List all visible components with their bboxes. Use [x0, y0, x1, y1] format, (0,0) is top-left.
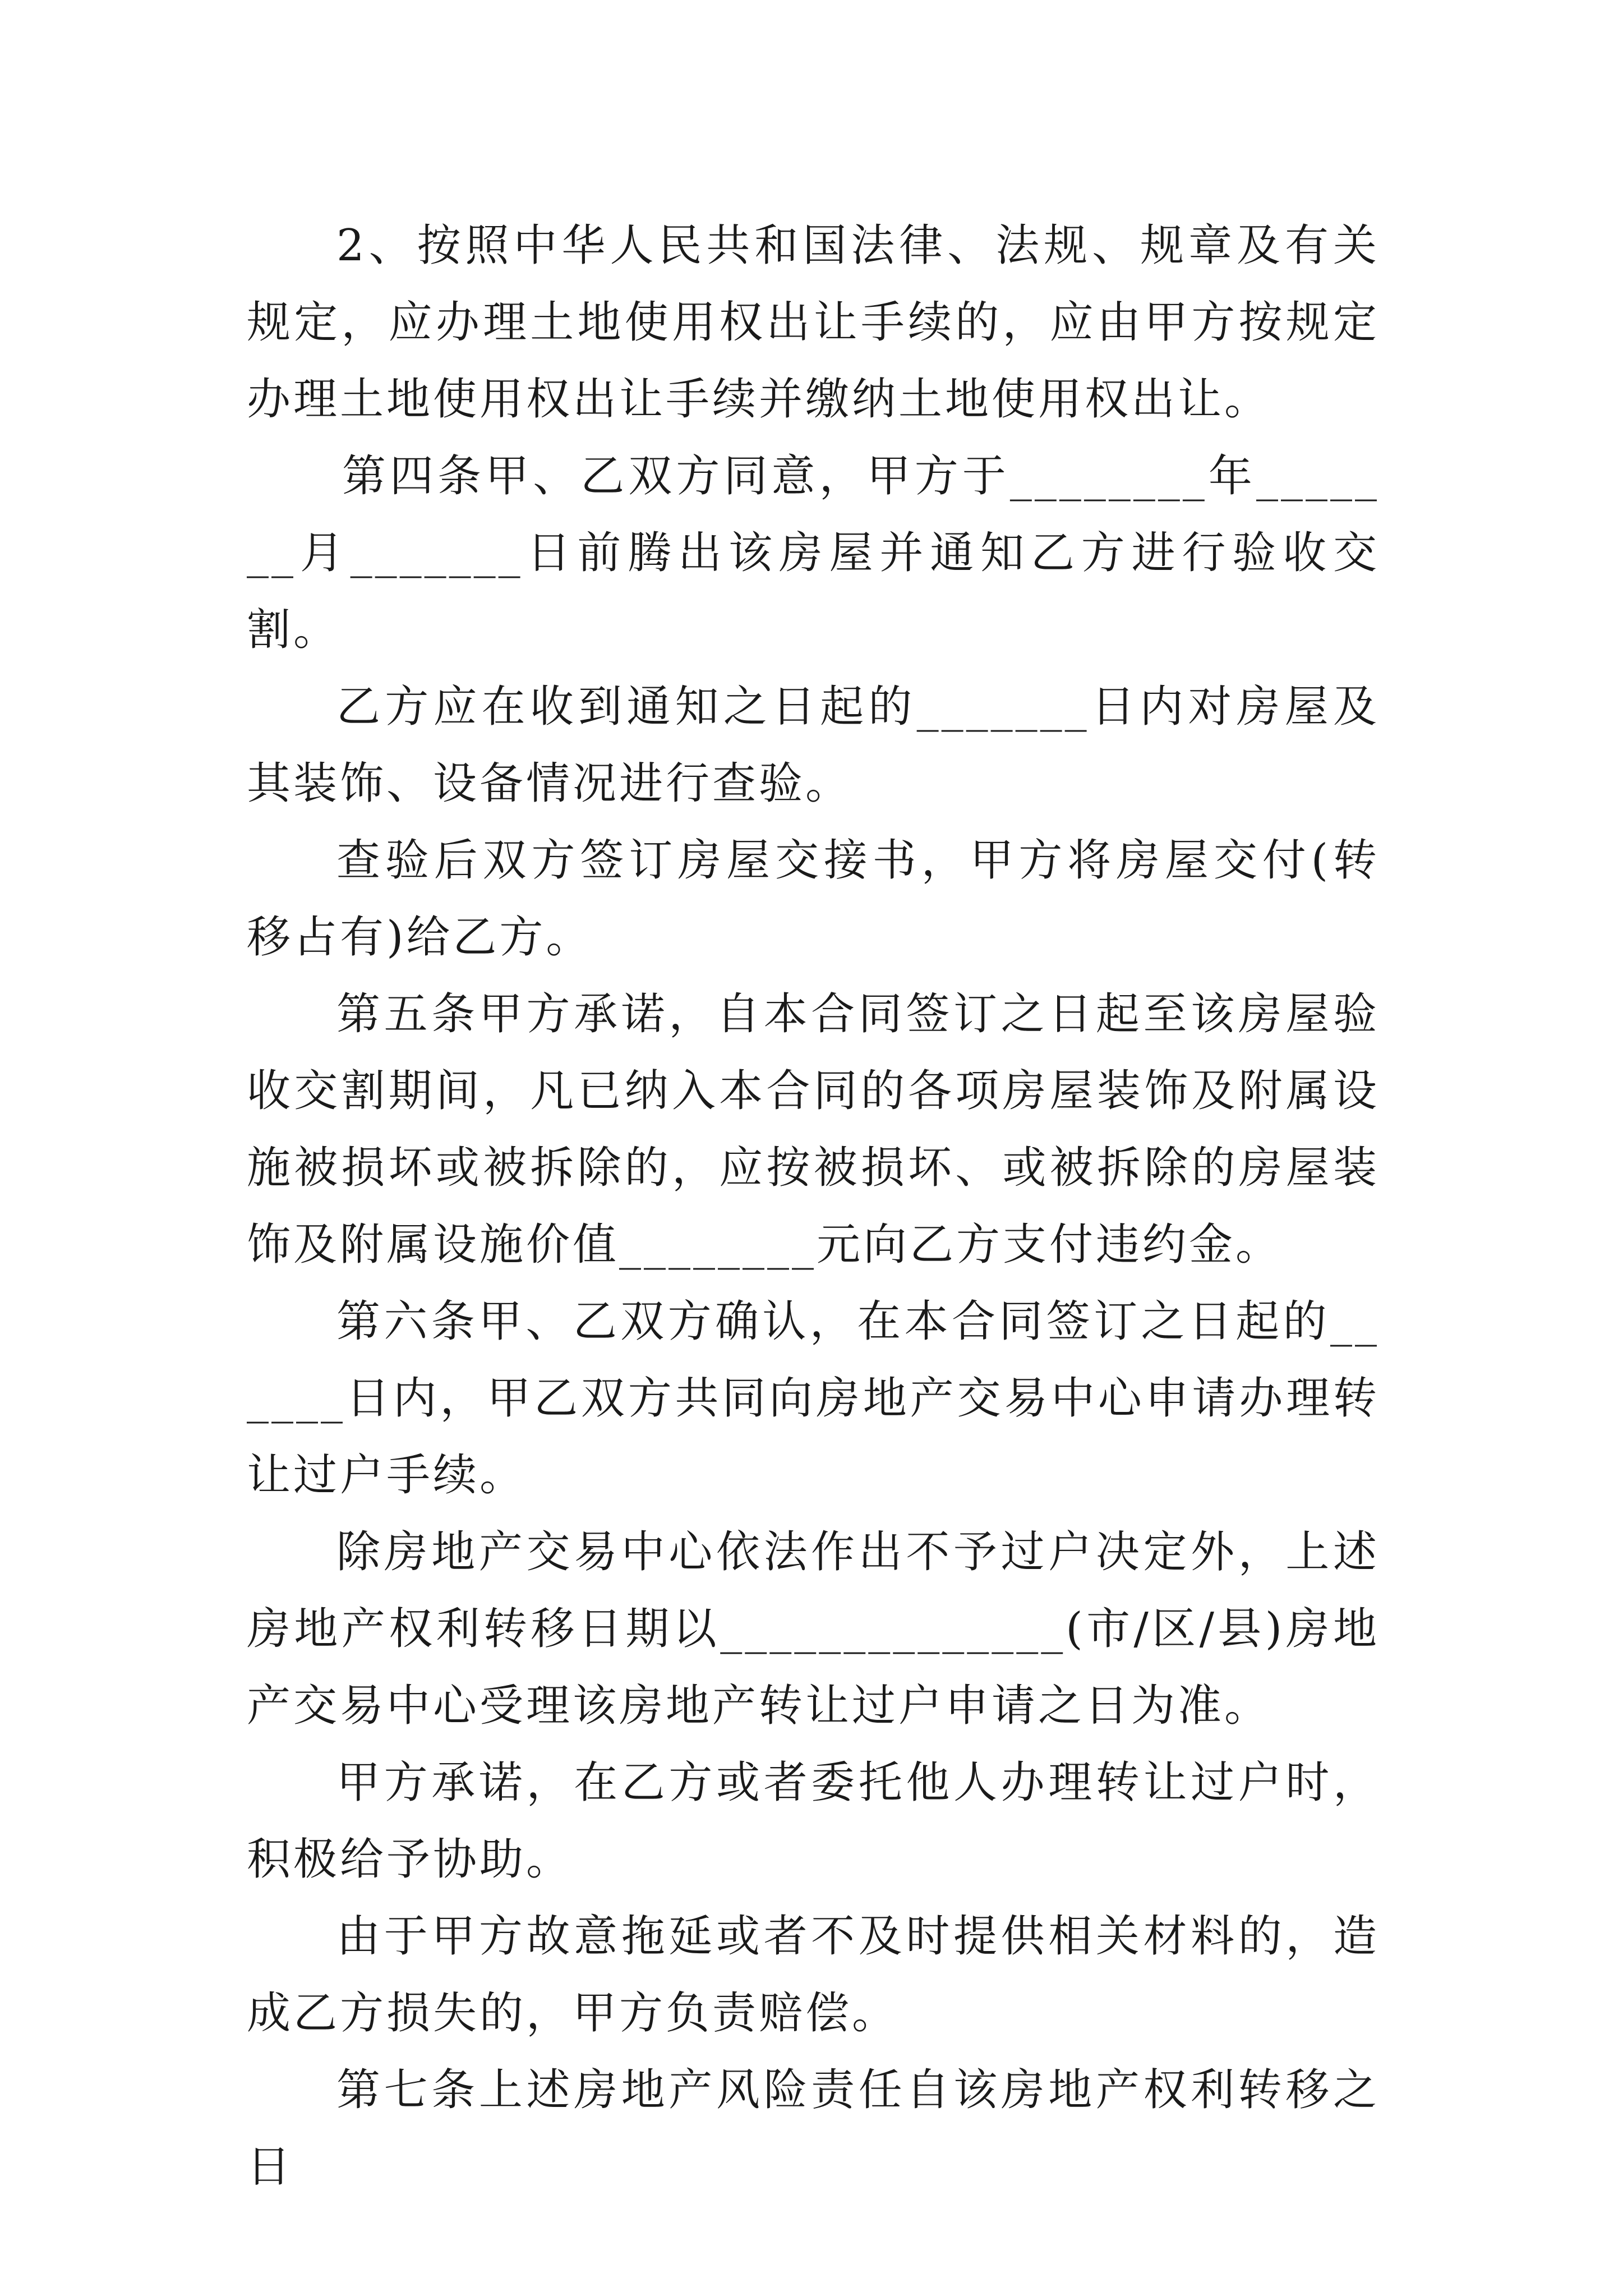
paragraph-transfer-date: 除房地产交易中心依法作出不予过户决定外，上述房地产权利转移日期以______________(市/区/县)房地产交易中心受理该房地产转让过户申请之日为准。 [247, 1527, 1380, 1731]
paragraph-article-5: 第五条甲方承诺，自本合同签订之日起至该房屋验收交割期间，凡已纳入本合同的各项房屋装饰及附属设施被损坏或被拆除的，应按被损坏、或被拆除的房屋装饰及附属设施价值________元向乙方支付违约金。 [247, 989, 1380, 1270]
document-body [247, 208, 1380, 2206]
paragraph-handover-document: 查验后双方签订房屋交接书，甲方将房屋交付(转移占有)给乙方。 [247, 835, 1380, 963]
paragraph-article-4: 第四条甲、乙双方同意，甲方于________年_______月_______日前腾出该房屋并通知乙方进行验收交割。 [247, 451, 1380, 655]
paragraph-article-7: 第七条上述房地产风险责任自该房地产权利转移之日 [247, 2065, 1380, 2192]
paragraph-party-a-assistance: 甲方承诺，在乙方或者委托他人办理转让过户时，积极给予协助。 [247, 1757, 1380, 1885]
paragraph-land-use-rights: 2、按照中华人民共和国法律、法规、规章及有关规定，应办理土地使用权出让手续的，应由甲方按规定办理土地使用权出让手续并缴纳土地使用权出让。 [247, 220, 1380, 425]
paragraph-inspection-deadline: 乙方应在收到通知之日起的_______日内对房屋及其装饰、设备情况进行查验。 [247, 682, 1380, 809]
paragraph-article-6: 第六条甲、乙双方确认，在本合同签订之日起的______日内，甲乙双方共同向房地产交易中心申请办理转让过户手续。 [247, 1296, 1380, 1501]
paragraph-compensation: 由于甲方故意拖延或者不及时提供相关材料的，造成乙方损失的，甲方负责赔偿。 [247, 1911, 1380, 2039]
